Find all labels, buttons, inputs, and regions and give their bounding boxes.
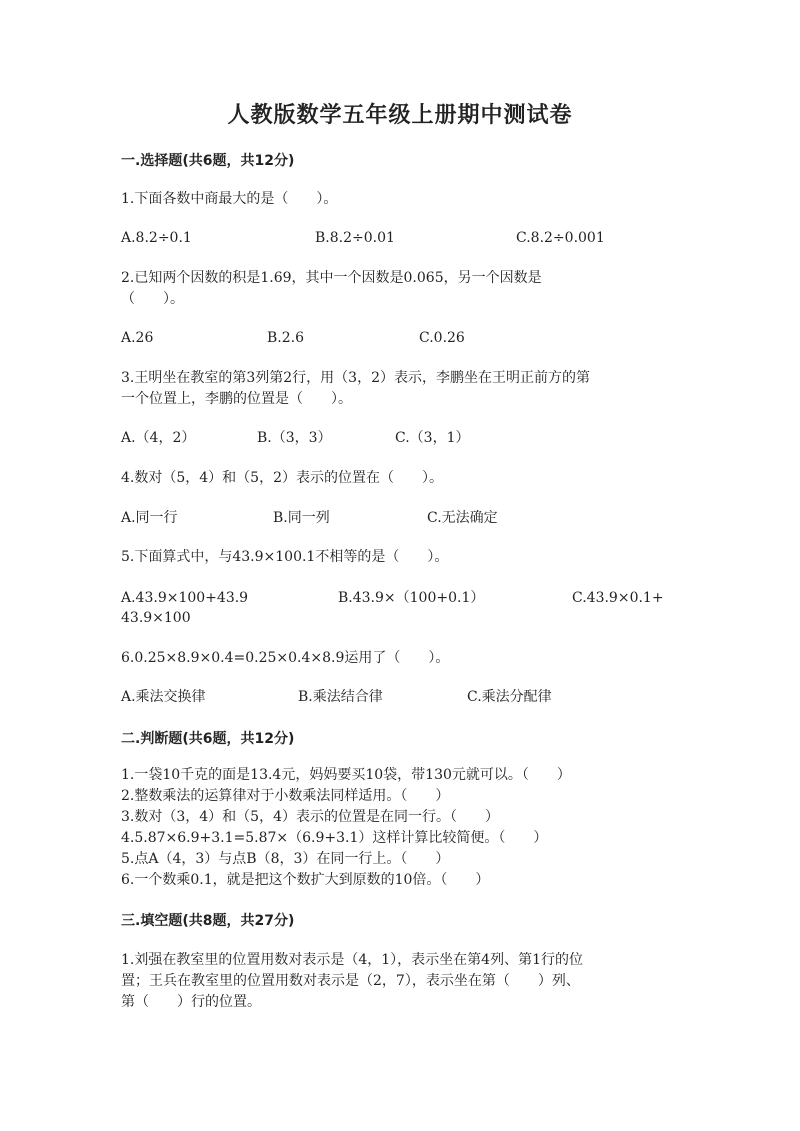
question-stem: 一个位置上，李鹏的位置是（ ）。	[121, 391, 352, 407]
judge-item: 3.数对（3，4）和（5，4）表示的位置是在同一行。（ ）	[121, 809, 499, 825]
option-c: C.（3，1）	[395, 430, 470, 446]
option-a: A.（4，2）	[121, 430, 196, 446]
question-stem: （ ）。	[121, 291, 184, 307]
option-c: C.0.26	[419, 330, 465, 346]
option-b: B.8.2÷0.01	[315, 230, 395, 246]
judge-item: 4.5.87×6.9+3.1=5.87×（6.9+3.1）这样计算比较简便。（ ）	[121, 830, 548, 846]
judge-item: 5.点A（4，3）与点B（8，3）在同一行上。（ ）	[121, 851, 450, 867]
option-c-wrap: 43.9×100	[121, 610, 191, 626]
option-b: B.2.6	[267, 330, 305, 346]
page-title: 人教版数学五年级上册期中测试卷	[227, 103, 573, 128]
judge-item: 6.一个数乘0.1，就是把这个数扩大到原数的10倍。（ ）	[121, 872, 490, 888]
question-stem: 1.下面各数中商最大的是（ ）。	[121, 191, 338, 207]
judge-item: 2.整数乘法的运算律对于小数乘法同样适用。（ ）	[121, 788, 450, 804]
option-c: C.43.9×0.1+	[572, 590, 664, 606]
option-b: B.同一列	[273, 510, 330, 526]
fill-item-line: 置；王兵在教室里的位置用数对表示是（2，7），表示坐在第（ ）列、	[121, 973, 580, 989]
judge-item: 1.一袋10千克的面是13.4元，妈妈要买10袋，带130元就可以。（ ）	[121, 767, 571, 783]
option-a: A.26	[121, 330, 154, 346]
section-heading-judge: 二.判断题(共6题，共12分)	[121, 731, 295, 747]
fill-item-line: 1.刘强在教室里的位置用数对表示是（4，1），表示坐在第4列、第1行的位	[121, 952, 583, 968]
option-a: A.8.2÷0.1	[121, 230, 192, 246]
fill-item-line: 第（ ）行的位置。	[121, 994, 261, 1010]
section-heading-fill: 三.填空题(共8题，共27分)	[121, 913, 295, 929]
option-c: C.8.2÷0.001	[516, 230, 605, 246]
option-c: C.无法确定	[427, 510, 498, 526]
question-stem: 3.王明坐在教室的第3列第2行，用（3，2）表示，李鹏坐在王明正前方的第	[121, 370, 590, 386]
question-stem: 6.0.25×8.9×0.4=0.25×0.4×8.9运用了（ ）。	[121, 650, 450, 666]
question-stem: 2.已知两个因数的积是1.69，其中一个因数是0.065，另一个因数是	[121, 270, 542, 286]
option-b: B.（3，3）	[257, 430, 332, 446]
option-a: A.乘法交换律	[121, 689, 206, 705]
section-heading-choice: 一.选择题(共6题，共12分)	[121, 153, 295, 169]
option-b: B.乘法结合律	[298, 689, 383, 705]
option-a: A.43.9×100+43.9	[121, 590, 249, 606]
question-stem: 5.下面算式中，与43.9×100.1不相等的是（ ）。	[121, 549, 449, 565]
question-stem: 4.数对（5，4）和（5，2）表示的位置在（ ）。	[121, 470, 443, 486]
option-b: B.43.9×（100+0.1）	[338, 590, 485, 606]
option-c: C.乘法分配律	[467, 689, 552, 705]
option-a: A.同一行	[121, 510, 178, 526]
